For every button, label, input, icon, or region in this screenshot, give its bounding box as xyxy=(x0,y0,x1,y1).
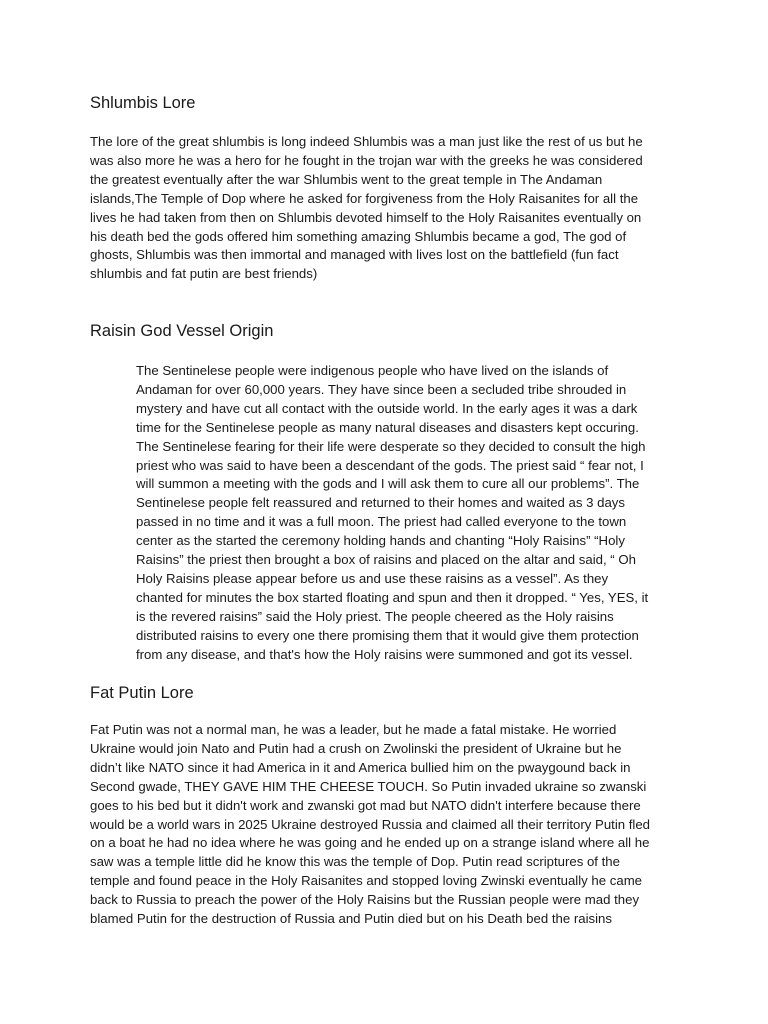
text-line: is the revered raisins” said the Holy priest. The people cheered as the Holy raisins xyxy=(136,608,614,624)
text-line: Andaman for over 60,000 years. They have since been a secluded tribe shrouded in xyxy=(136,381,627,397)
text-line: will summon a meeting with the gods and I will ask them to cure all our problems”. The xyxy=(136,476,640,492)
text-line: temple and found peace in the Holy Raisanites and stopped loving Zwinski eventually he came xyxy=(90,873,643,889)
text-line: blamed Putin for the destruction of Russia and Putin died but on his Death bed the raisins xyxy=(90,911,612,927)
text-line: his death bed the gods offered him something amazing Shlumbis became a god, The god of xyxy=(90,228,627,244)
text-line: center as the started the ceremony holding hands and chanting “Holy Raisins” “Holy xyxy=(136,533,625,549)
text-line: distributed raisins to every one there promising them that it would give them protection xyxy=(136,627,639,643)
text-line: the greatest eventually after the war Shlumbis went to the great temple in The Andaman xyxy=(90,171,603,187)
text-line: lives he had taken from then on Shlumbis devoted himself to the Holy Raisanites eventually on xyxy=(90,209,642,225)
text-line: Holy Raisins please appear before us and use these raisins as a vessel”. As they xyxy=(136,570,609,586)
text-line: time for the Sentinelese people as many natural diseases and disasters kept occuring. xyxy=(136,419,639,435)
text-line: ghosts, Shlumbis was then immortal and managed with lives lost on the battlefield (fun fact xyxy=(90,247,619,263)
text-line: didn’t like NATO since it had America in it and America bullied him on the pwaygound back in xyxy=(90,759,631,775)
text-line: back to Russia to preach the power of the Holy Raisins but the Russian people were mad they xyxy=(90,892,640,908)
text-line: The Sentinelese people were indigenous people who have lived on the islands of xyxy=(136,363,609,378)
text-line: Second gwade, THEY GAVE HIM THE CHEESE TOUCH. So Putin invaded ukraine so zwanski xyxy=(90,778,647,794)
section-heading-fat-putin-lore: Fat Putin Lore xyxy=(90,684,194,702)
text-line: saw was a temple little did he know this was the temple of Dop. Putin read scriptures of the xyxy=(90,854,620,870)
text-line: on a boat he had no idea where he was going and he ended up on a strange island where all he xyxy=(90,835,650,851)
text-line: The Sentinelese fearing for their life were desperate so they decided to consult the high xyxy=(136,438,646,454)
text-line: The lore of the great shlumbis is long indeed Shlumbis was a man just like the rest of us but he xyxy=(90,134,643,149)
text-line: would be a world wars in 2025 Ukraine destroyed Russia and claimed all their territory Putin fled xyxy=(90,816,651,832)
text-line: from any disease, and that's how the Holy raisins were summoned and got its vessel. xyxy=(136,646,633,662)
text-line: Raisins” the priest then brought a box of raisins and placed on the altar and said, “ Oh xyxy=(136,552,636,568)
text-line: passed in no time and it was a full moon. The priest had called everyone to the town xyxy=(136,514,627,530)
text-line: priest who was said to have been a descendant of the gods. The priest said “ fear not, I xyxy=(136,457,644,473)
text-line: goes to his bed but it didn't work and zwanski got mad but NATO didn't interfere because there xyxy=(90,797,641,813)
paragraph-raisin-god-vessel-origin xyxy=(136,362,648,665)
text-line: Fat Putin was not a normal man, he was a leader, but he made a fatal mistake. He worried xyxy=(90,722,617,737)
text-line: Ukraine would join Nato and Putin had a crush on Zwolinski the president of Ukraine but he xyxy=(90,740,622,756)
section-heading-shlumbis-lore: Shlumbis Lore xyxy=(90,94,196,112)
text-line: shlumbis and fat putin are best friends) xyxy=(90,266,318,282)
paragraph-fat-putin-lore xyxy=(90,721,650,929)
text-line: Sentinelese people felt reassured and returned to their homes and waited as 3 days xyxy=(136,495,625,511)
section-heading-raisin-god-vessel-origin: Raisin God Vessel Origin xyxy=(90,322,274,340)
paragraph-shlumbis-lore xyxy=(90,133,643,284)
text-line: mystery and have cut all contact with the outside world. In the early ages it was a dark xyxy=(136,400,638,416)
text-line: was also more he was a hero for he fought in the trojan war with the greeks he was considered xyxy=(90,152,643,168)
text-line: chanted for minutes the box started floating and spun and then it dropped. “ Yes, YES, it xyxy=(136,589,649,605)
text-line: islands,The Temple of Dop where he asked for forgiveness from the Holy Raisanites for all the xyxy=(90,190,639,206)
